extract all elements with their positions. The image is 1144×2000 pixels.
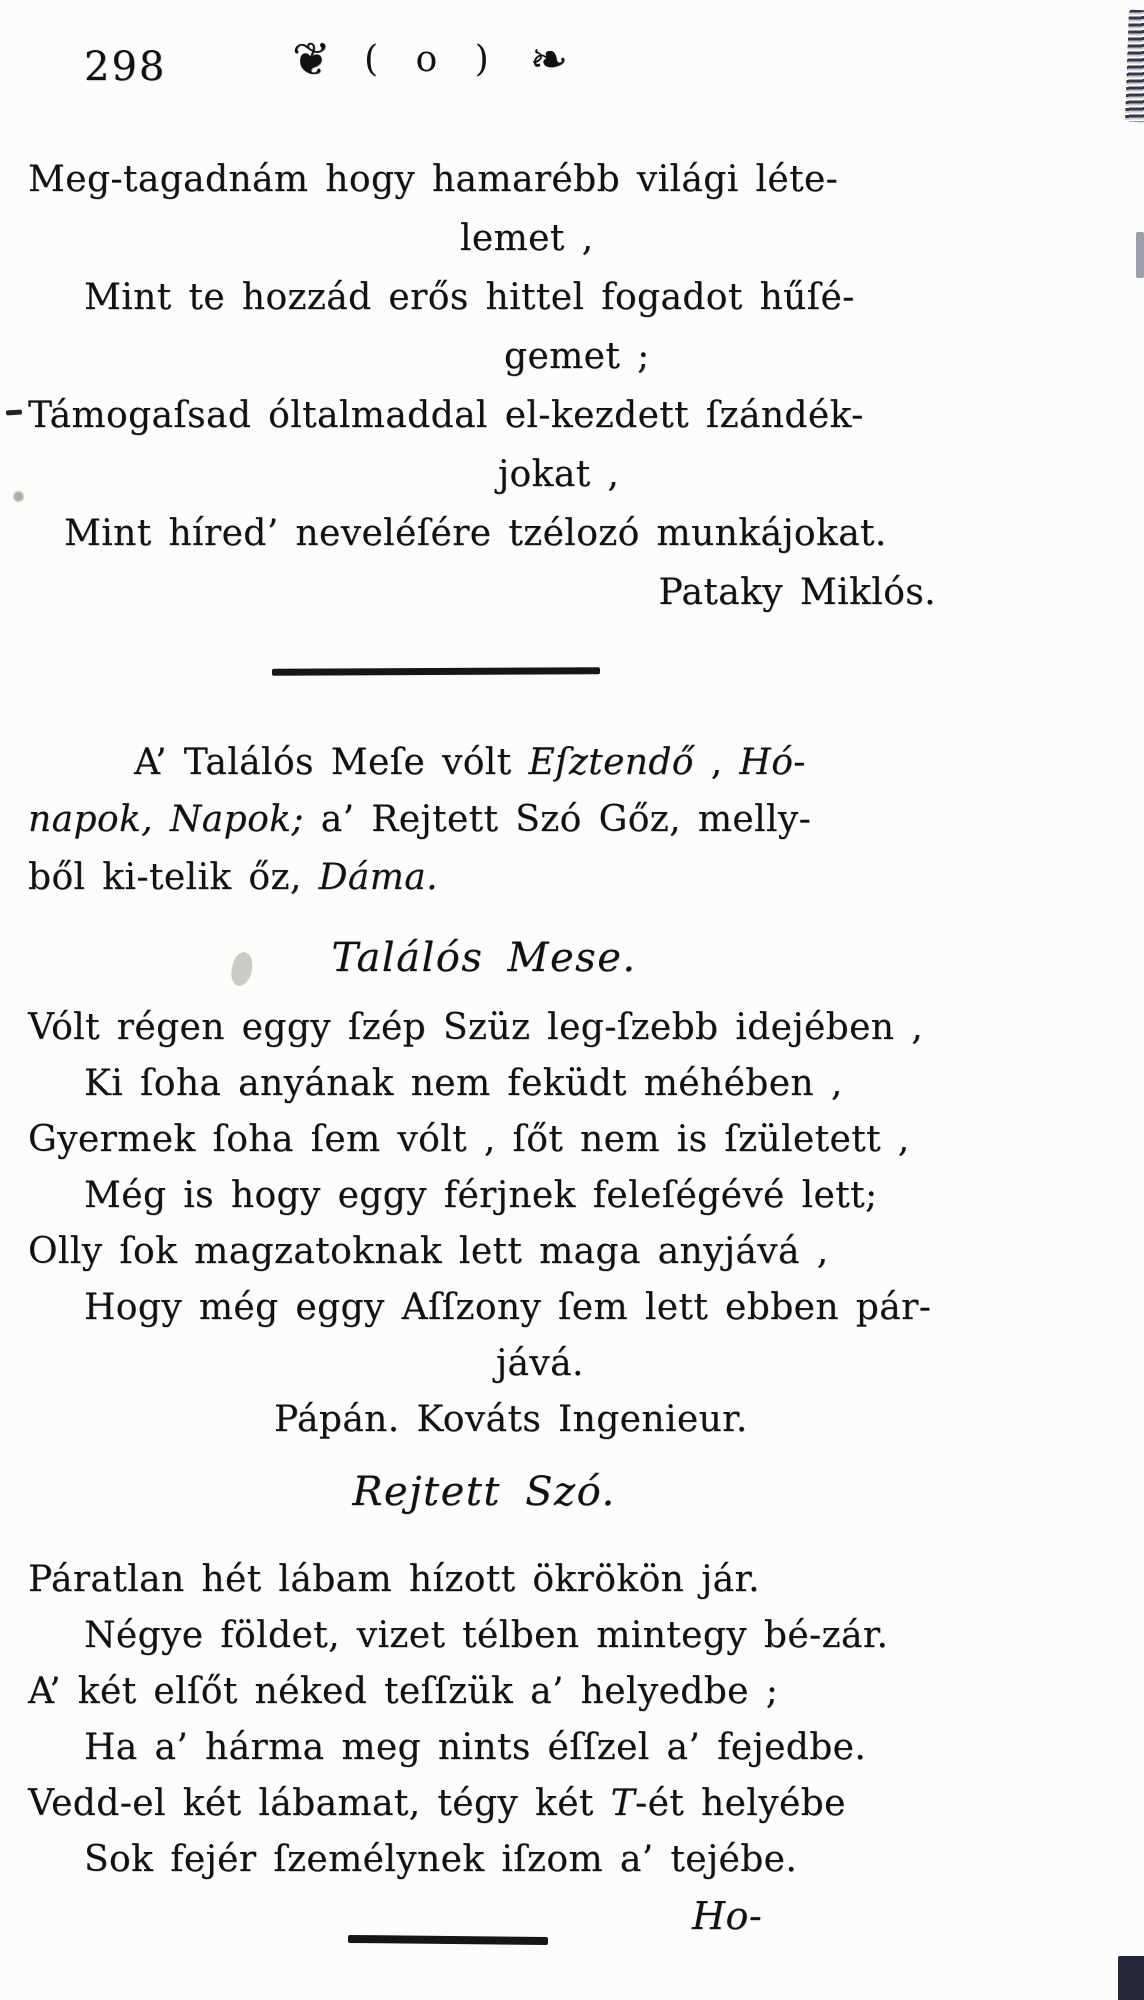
verse-line: Mint te hozzád erős hittel fogadot hűſé-	[84, 277, 855, 318]
verse-text: -ét helyébe	[635, 1783, 846, 1824]
verse-line: Támogaſsad óltalmaddal el-kezdett ſzándék-	[28, 395, 864, 436]
solution-italic: Dáma.	[318, 857, 438, 898]
riddle-title-1: Találós Mese.	[331, 935, 637, 981]
verse-italic-letter: T	[610, 1783, 636, 1824]
riddle-poem-1	[28, 1000, 940, 1448]
solution-text: ,	[693, 742, 740, 783]
dedication-signature: Pataky Miklós.	[658, 572, 936, 613]
scan-artifact-dash	[6, 409, 22, 415]
divider-rule-bottom	[348, 1935, 548, 1945]
fleuron-left-icon: ❦	[292, 32, 331, 86]
verse-line: Mint híred’ neveléſére tzélozó munkájokat.	[64, 513, 887, 554]
solution-italic: Hó-	[739, 742, 806, 783]
verse-line: Páratlan hét lábam hízott ökrökön jár.	[28, 1559, 761, 1600]
paragraph-line	[134, 735, 940, 791]
verse-line: Négye földet, vizet télben mintegy bé-zár.	[84, 1615, 889, 1656]
riddle1-signature: Pápán. Kováts Ingenieur.	[274, 1399, 748, 1440]
verse-line: Gyermek ſoha ſem vólt , ſőt nem is ſzületett ,	[28, 1119, 910, 1160]
verse-line: Vólt régen eggy ſzép Szüz leg-ſzebb idejében ,	[28, 1007, 924, 1048]
folio-mark: ( o )	[364, 38, 496, 80]
fleuron-right-icon: ❧	[529, 32, 568, 86]
catchword: Ho-	[692, 1894, 763, 1938]
solution-text	[153, 799, 170, 840]
scan-artifact-bottom-right	[1118, 1956, 1144, 2000]
scan-artifact-speckles	[0, 0, 2, 2]
solution-italic: Eſztendő	[528, 742, 694, 783]
verse-line: Olly ſok magzatoknak lett maga anyjává ,	[28, 1231, 829, 1272]
verse-line-wrap: jokat ,	[498, 454, 620, 495]
header-ornament-row	[292, 32, 568, 86]
verse-line	[28, 1776, 940, 1832]
verse-line: Ha a’ hárma meg nints éſſzel a’ fejedbe.	[84, 1727, 867, 1768]
verse-line-wrap: lemet ,	[460, 218, 594, 259]
dedication-poem	[28, 150, 940, 622]
verse-line-wrap: gemet ;	[504, 336, 650, 377]
solution-text: a’ Rejtett Szó Gőz, melly-	[303, 799, 812, 840]
scan-artifact-left-dot	[12, 490, 25, 503]
scan-artifact-mid-right	[1136, 232, 1144, 278]
verse-line: Hogy még eggy Aſſzony ſem lett ebben pár-	[84, 1287, 932, 1328]
riddle-title-2: Rejtett Szó.	[352, 1469, 616, 1515]
paragraph-line	[28, 849, 940, 907]
verse-line: Még is hogy eggy férjnek feleſégévé lett;	[84, 1175, 878, 1216]
verse-line: Meg-tagadnám hogy hamarébb világi léte-	[28, 159, 839, 200]
solution-italic: napok,	[28, 799, 154, 840]
verse-line: Ki ſoha anyának nem feküdt méhében ,	[84, 1063, 843, 1104]
scan-artifact-top-right	[1125, 10, 1144, 123]
divider-rule-top	[272, 667, 600, 675]
verse-line-wrap: jává.	[496, 1343, 584, 1384]
solution-text: ből ki-telik őz,	[28, 857, 319, 898]
riddle-poem-2	[28, 1552, 940, 1888]
solution-italic: Napok;	[169, 799, 304, 840]
solution-paragraph	[28, 735, 940, 907]
page-number: 298	[84, 44, 167, 90]
verse-line: Sok fejér ſzemélynek iſzom a’ tejébe.	[84, 1839, 798, 1880]
verse-line: A’ két elſőt néked teſſzük a’ helyedbe ;	[28, 1671, 779, 1712]
verse-text: Vedd-el két lábamat, tégy két	[28, 1783, 611, 1824]
paragraph-line	[28, 791, 940, 849]
solution-text: A’ Találós Meſe vólt	[134, 742, 529, 783]
